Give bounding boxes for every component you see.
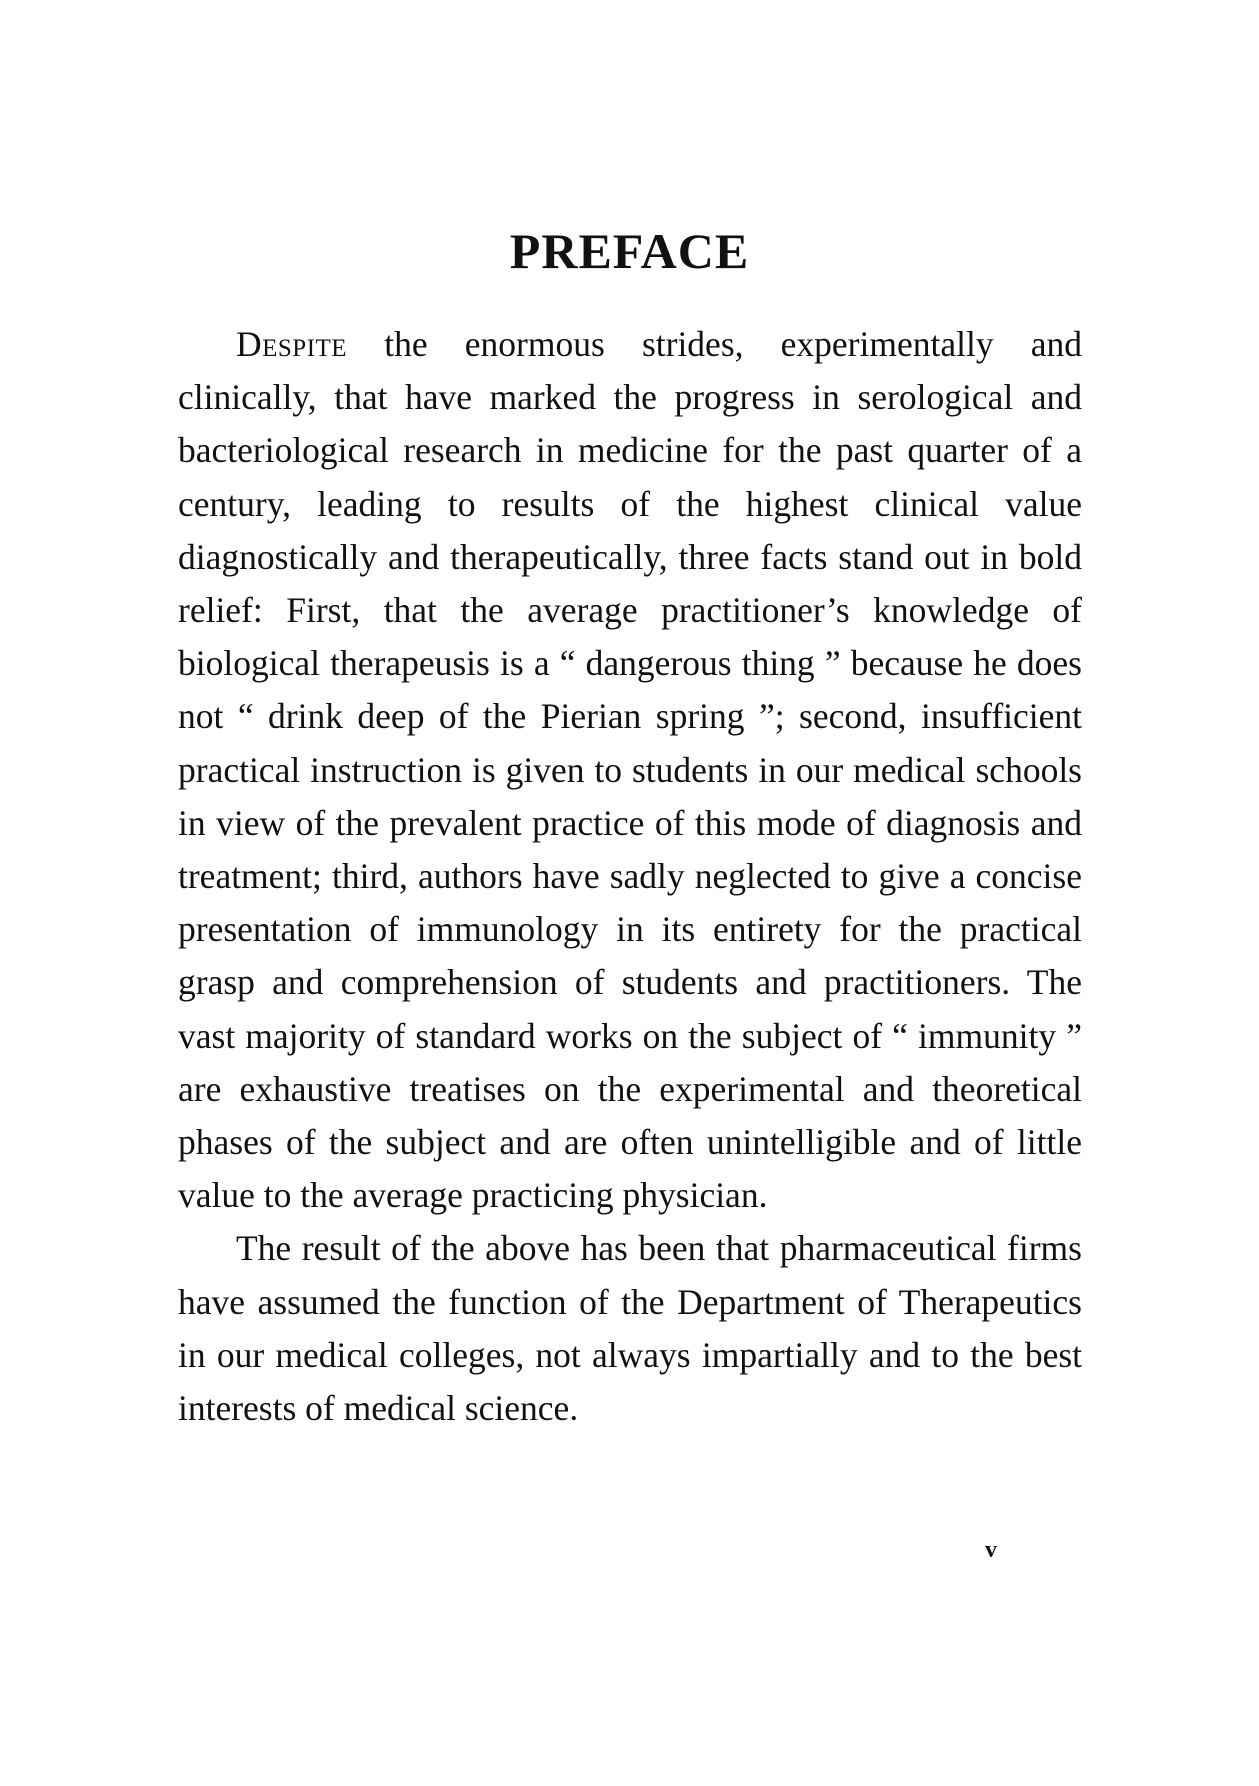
page-number: v (985, 1537, 997, 1563)
paragraph-1 (178, 318, 1082, 1222)
lead-word: Despite (236, 324, 348, 364)
page-title: PREFACE (509, 223, 750, 279)
preface-body (178, 318, 1082, 1435)
paragraph-2: The result of the above has been that pharmaceutical firms have assumed the function of the Department of Therapeutics in our medical colleges, not always impartially and to the best interests of medical science. (178, 1228, 1082, 1429)
paragraph-1-text: the enormous strides, experimentally and clinically, that have marked the progress in serological and bacteriological research in medicine for the past quarter of a century, leading to results of the highest clinical value diagnostically and therapeutically, three facts stand out in bold relief: First, that the average practitioner’s knowledge of biological therapeusis is a “ dangerous thing ” because he does not “ drink deep of the Pierian spring ”; second, insufficient practical instruction is given to students in our medical schools in view of the prevalent practice of this mode of diagnosis and treatment; third, authors have sadly neglected to give a concise presentation of immunology in its entirety for the practical grasp and comprehension of students and practitioners. The vast majority of standard works on the subject of “ immunity ” are exhaustive treatises on the experimental and theoretical phases of the subject and are often unintelligible and of little value to the average practicing physician. (178, 324, 1082, 1216)
